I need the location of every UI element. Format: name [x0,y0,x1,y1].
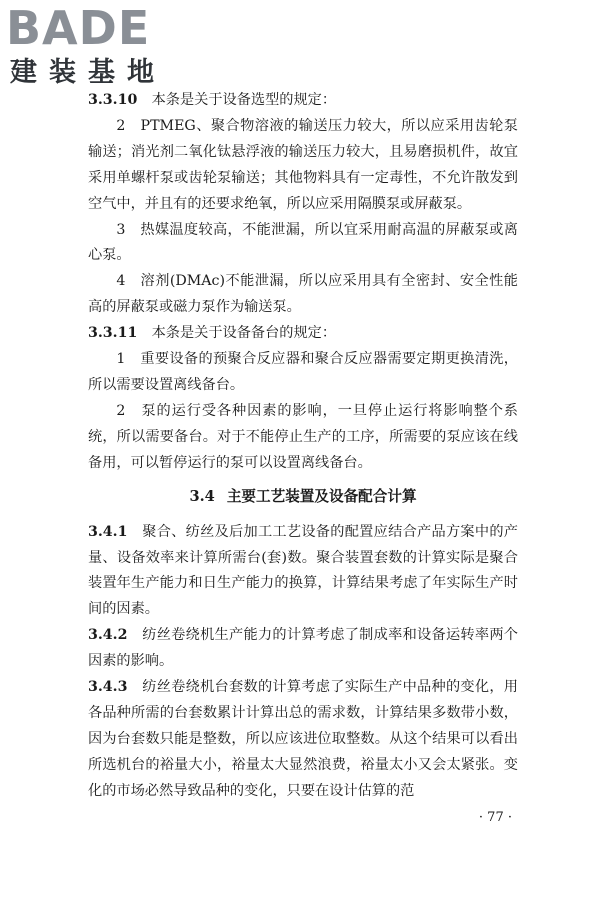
logo-subtitle: 建装基地 [10,57,166,88]
item-text: 泵的运行受各种因素的影响，一旦停止运行将影响整个系统，所以需要备台。对于不能停止生产的工序，所需要的泵应该在线备用，可以暂停运行的泵可以设置离线备台。 [88,402,518,471]
item-number: 2 [116,117,126,134]
clause-text: 纺丝卷绕机台套数的计算考虑了实际生产中品种的变化，用各品种所需的台套数累计计算出总的需求数，计算结果多数带小数，因为台套数只能是整数，所以应该进位取整数。从这个结果可以看出所选机台的裕量大小，裕量太大显然浪费，裕量太小又会太紧张。变化的市场必然导致品种的变化，只要在设计估算的范 [88,679,518,799]
clause-text: 聚合、纺丝及后加工工艺设备的配置应结合产品方案中的产量、设备效率来计算所需台(套)数。聚合装置套数的计算实际是聚合装置年生产能力和日生产能力的换算，计算结果考虑了年实际生产时间的因素。 [88,523,518,618]
clause-number: 3.3.11 [88,325,138,342]
clause-number: 3.4.1 [88,523,128,540]
item-1 [88,347,518,399]
section-number: 3.4 [189,487,215,505]
page-number: · 77 · [478,809,512,825]
clause-3-4-2 [88,623,518,675]
item-text: 热媒温度较高，不能泄漏，所以宜采用耐高温的屏蔽泵或离心泵。 [88,221,518,264]
item-2b [88,399,518,477]
clause-3-3-11 [88,321,518,347]
logo-wordmark: BADE [6,1,151,55]
clause-text: 本条是关于设备选型的规定： [151,92,337,108]
site-logo [6,1,176,90]
item-number: 3 [116,221,126,238]
item-number: 4 [116,273,126,290]
clause-3-4-3 [88,675,518,805]
clause-number: 3.4.3 [88,679,128,696]
clause-text: 本条是关于设备备台的规定： [151,325,337,342]
item-text: 溶剂(DMAc)不能泄漏，所以应采用具有全密封、安全性能高的屏蔽泵或磁力泵作为输送泵。 [88,273,518,316]
item-number: 1 [116,351,126,368]
section-heading [88,484,518,510]
section-title: 主要工艺装置及设备配合计算 [226,487,417,505]
document-page [88,88,518,830]
item-text: PTMEG、聚合物溶液的输送压力较大，所以应采用齿轮泵输送；消光剂二氧化钛悬浮液的输送压力较大，且易磨损机件，故宜采用单螺杆泵或齿轮泵输送；其他物料具有一定毒性，不允许散发到空气中，并且有的还要求绝氧，所以应采用隔膜泵或屏蔽泵。 [88,117,518,212]
item-text: 重要设备的预聚合反应器和聚合反应器需要定期更换清洗，所以需要设置离线备台。 [88,351,518,393]
clause-3-4-1 [88,520,518,624]
clause-text: 纺丝卷绕机生产能力的计算考虑了制成率和设备运转率两个因素的影响。 [88,627,518,670]
clause-number: 3.4.2 [88,627,128,644]
item-4 [88,269,518,321]
clause-number: 3.3.10 [88,92,138,108]
item-2 [88,114,518,218]
clause-3-3-10 [88,88,518,114]
item-3 [88,218,518,270]
item-number: 2 [116,402,126,419]
